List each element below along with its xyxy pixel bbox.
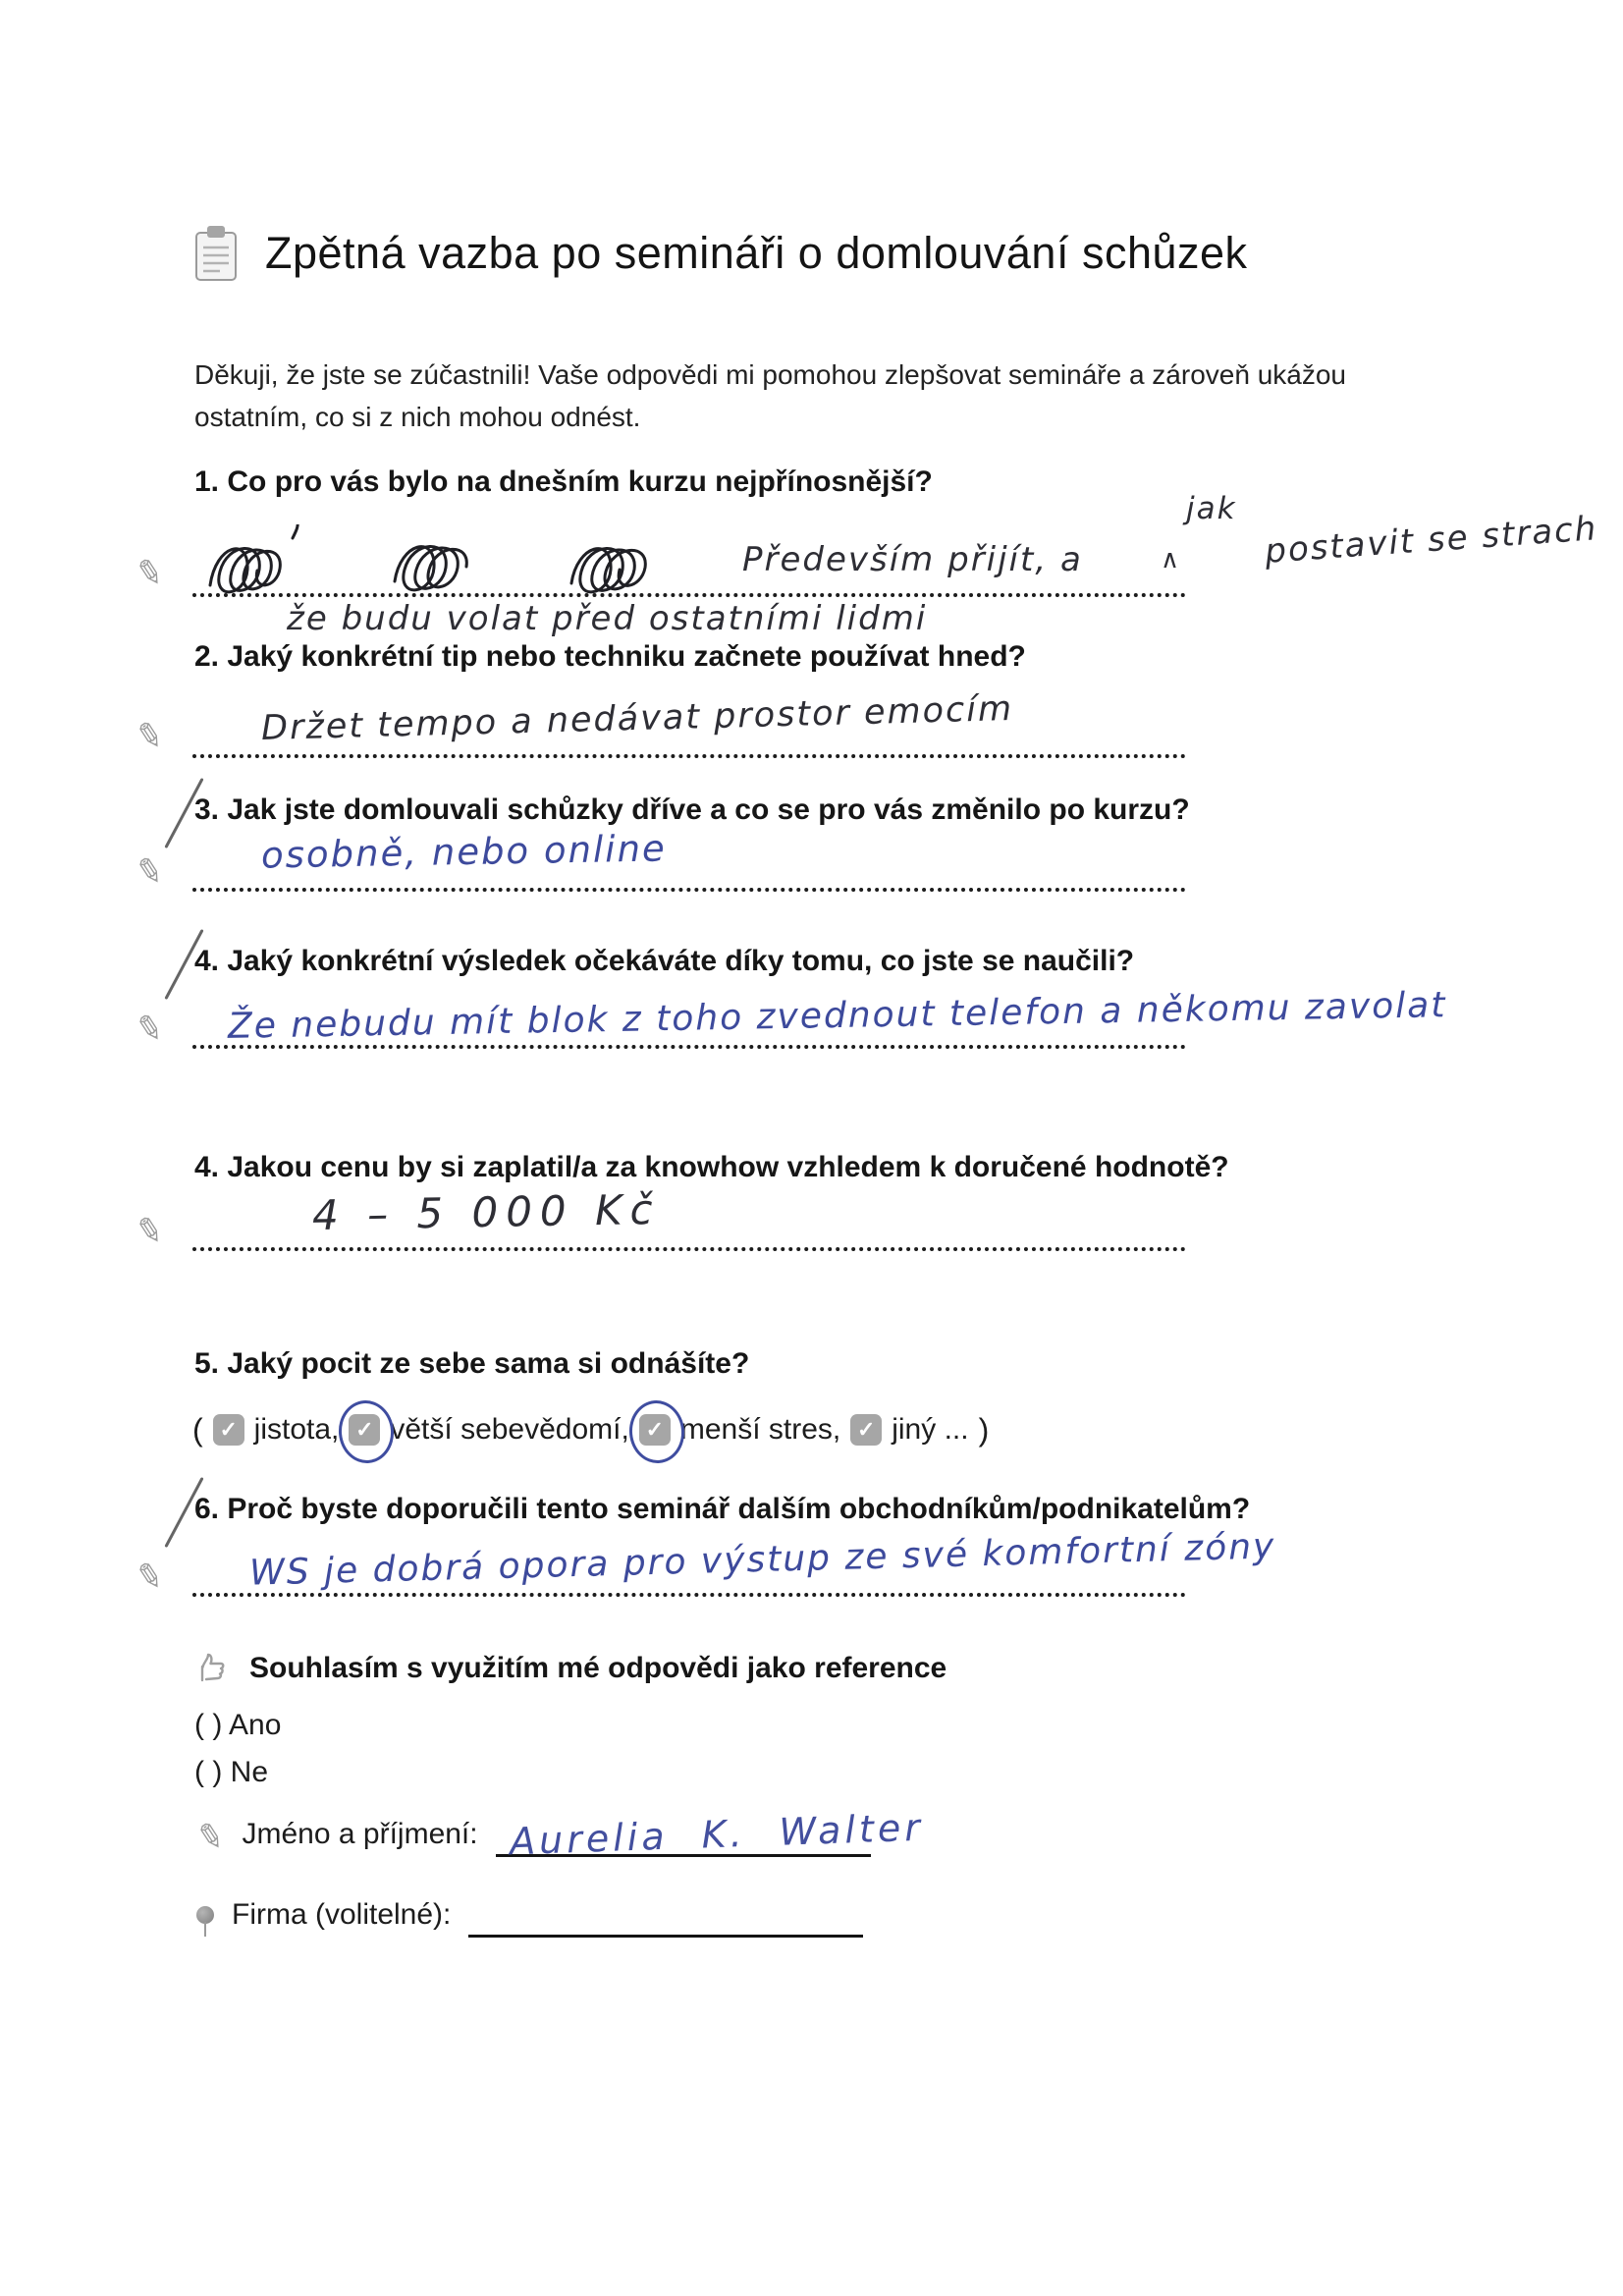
- writing-hand-icon: ✎: [132, 551, 168, 596]
- answer-area-6: [132, 1526, 1449, 1620]
- question-label: Jakou cenu by si zaplatil/a za knowhow vzhledem k doručené hodnotě?: [227, 1151, 1229, 1183]
- answer-area-4: [132, 985, 1449, 1073]
- handwritten-inserted-word: jak: [1186, 491, 1237, 526]
- question-label: Jaký konkrétní výsledek očekáváte díky tomu, co jste se naučili?: [227, 945, 1135, 977]
- name-underline: [496, 1803, 925, 1864]
- name-field-row: [192, 1803, 925, 1864]
- option-jiny: [850, 1414, 882, 1446]
- form-title-row: [192, 224, 1248, 283]
- handwritten-answer-line: Především přijít, a: [742, 540, 1083, 579]
- answer-area-2: [132, 687, 1449, 781]
- question-number: 4.: [194, 1151, 220, 1183]
- consent-heading: [196, 1652, 947, 1685]
- handwritten-answer-line: že budu volat před ostatními lidmi: [287, 599, 928, 638]
- question-label: Proč byste doporučili tento seminář dalším obchodníkům/podnikatelům?: [227, 1493, 1251, 1525]
- question-4b-heading: [194, 1151, 1229, 1184]
- handwritten-answer: Držet tempo a nedávat prostor emocím: [260, 688, 1014, 749]
- question-number: 2.: [194, 640, 220, 673]
- option-jistota: [213, 1414, 244, 1446]
- question-2-heading: [194, 640, 1026, 674]
- handwritten-answer: 4 – 5 000 Kč: [311, 1184, 662, 1240]
- scribbled-out-words: [198, 524, 733, 609]
- checkbox-checked-icon: [850, 1414, 882, 1446]
- company-field-row: [196, 1889, 863, 1938]
- question-number: 4.: [194, 945, 220, 977]
- handwritten-answer: osobně, nebo online: [260, 827, 668, 877]
- paren-close: ): [978, 1411, 990, 1448]
- handwritten-answer: Že nebudu mít blok z toho zvednout telefon a někomu zavolat: [227, 985, 1447, 1047]
- dotted-answer-line: [192, 1247, 1186, 1251]
- question-5-options-row: [192, 1400, 989, 1459]
- dotted-answer-line: [192, 1593, 1186, 1597]
- option-vetsi-sebevedomi: [349, 1414, 380, 1446]
- option-label: menší stres,: [679, 1413, 841, 1446]
- answer-area-3: [132, 827, 1449, 914]
- question-number: 1.: [194, 465, 220, 498]
- question-number: 6.: [194, 1493, 220, 1525]
- question-label: Co pro vás bylo na dnešním kurzu nejpřínosnější?: [227, 465, 933, 498]
- pen-circle-mark: [337, 1398, 397, 1466]
- option-label: jiný ...: [892, 1413, 969, 1446]
- company-underline-blank: [468, 1889, 863, 1938]
- writing-hand-icon: ✎: [132, 1007, 168, 1052]
- company-field-label: Firma (volitelné):: [232, 1898, 452, 1931]
- writing-hand-icon: ✎: [132, 714, 168, 759]
- option-label: větší sebevědomí,: [390, 1413, 629, 1446]
- intro-text: Děkuji, že jste se zúčastnili! Vaše odpovědi mi pomohou zlepšovat semináře a zároveň ukážou ostatním, co si z nich mohou odnést.: [194, 359, 1346, 433]
- writing-hand-icon: ✎: [132, 1209, 168, 1254]
- dotted-answer-line: [192, 1045, 1186, 1049]
- question-3-heading: [194, 793, 1190, 827]
- dotted-answer-line: [192, 888, 1186, 892]
- consent-option-ne: ( ) Ne: [194, 1756, 268, 1788]
- thumbs-up-icon: [196, 1652, 230, 1685]
- writing-hand-icon: ✎: [132, 1555, 168, 1600]
- handwritten-answer: WS je dobrá opora pro výstup ze své komfortní zóny: [248, 1526, 1276, 1594]
- option-label: jistota,: [253, 1413, 340, 1446]
- question-1-heading: [194, 465, 933, 499]
- question-label: Jaký konkrétní tip nebo techniku začnete používat hned?: [227, 640, 1026, 673]
- checkbox-checked-icon: [213, 1414, 244, 1446]
- option-mensi-stres: [639, 1414, 671, 1446]
- consent-option-ano: ( ) Ano: [194, 1709, 282, 1741]
- name-field-label: Jméno a příjmení:: [242, 1818, 478, 1850]
- answer-area-4b: [132, 1184, 1449, 1274]
- round-pushpin-icon: [196, 1906, 214, 1924]
- question-5-heading: [194, 1347, 749, 1381]
- handwritten-answer-line: postavit se strach: [1264, 509, 1599, 572]
- question-label: Jaký pocit ze sebe sama si odnášíte?: [227, 1347, 750, 1380]
- dotted-answer-line: [192, 754, 1186, 758]
- paren-open: (: [192, 1411, 203, 1448]
- form-title: Zpětná vazba po semináři o domlouvání schůzek: [265, 228, 1248, 278]
- question-4-heading: [194, 945, 1134, 978]
- pen-circle-mark: [626, 1398, 686, 1466]
- clipboard-icon: [192, 224, 240, 283]
- insertion-caret-mark: [1161, 544, 1179, 574]
- handwritten-name-signature: Aurelia K. Walter: [508, 1805, 925, 1864]
- consent-label: Souhlasím s využitím mé odpovědi jako reference: [249, 1652, 947, 1684]
- writing-hand-icon: ✎: [132, 849, 168, 895]
- question-label: Jak jste domlouvali schůzky dříve a co se pro vás změnilo po kurzu?: [227, 793, 1190, 826]
- answer-area-1: [132, 491, 1599, 658]
- question-number: 5.: [194, 1347, 220, 1380]
- question-6-heading: [194, 1493, 1250, 1526]
- writing-hand-icon: ✎: [192, 1815, 229, 1860]
- question-number: 3.: [194, 793, 220, 826]
